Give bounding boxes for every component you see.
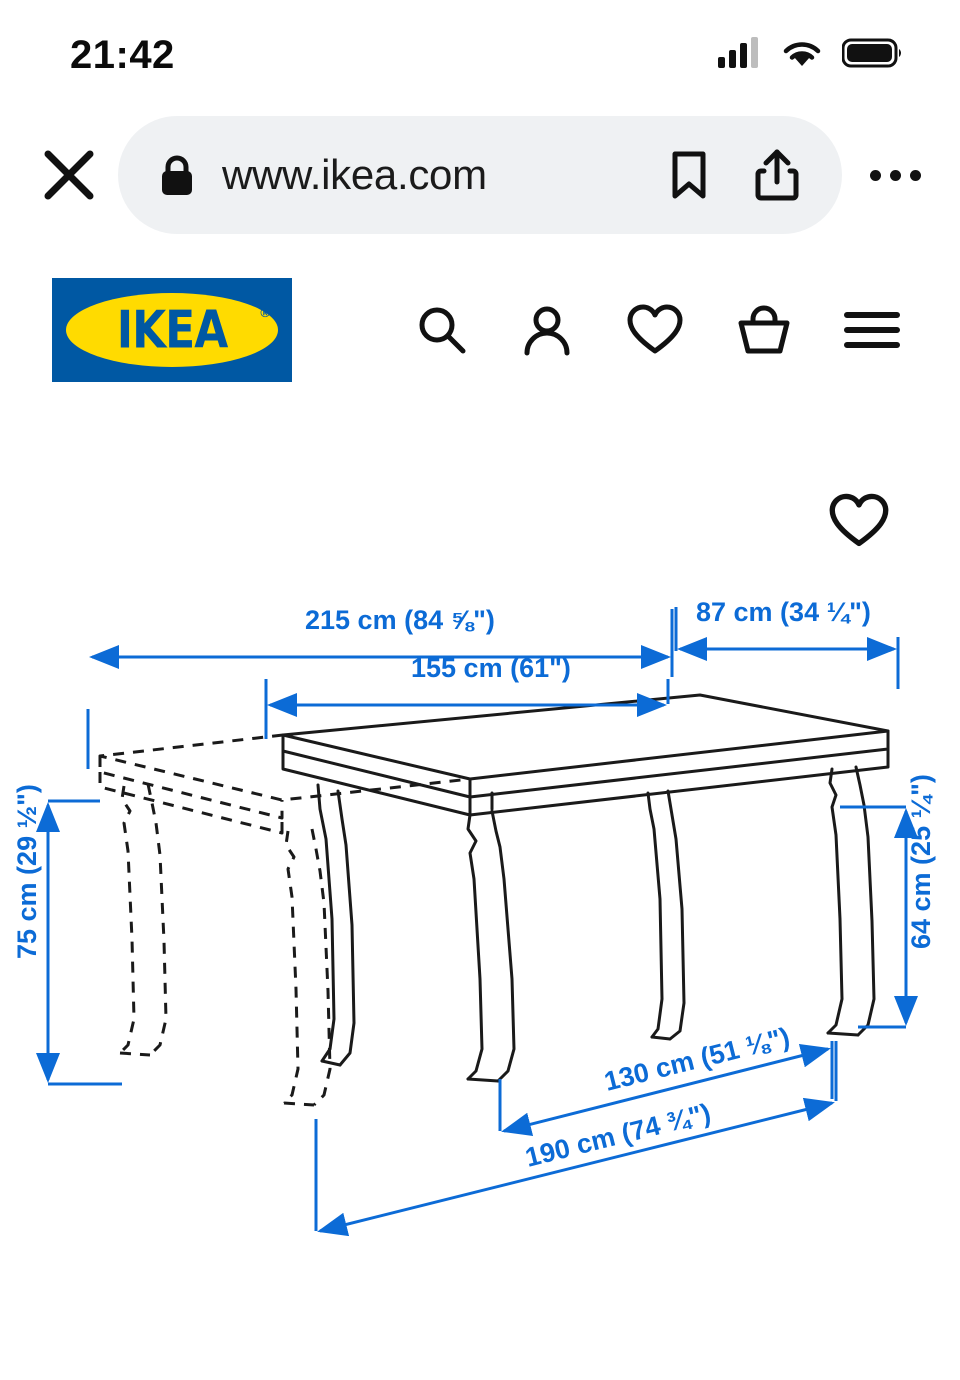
status-time: 21:42 [70, 32, 175, 77]
label-height-under: 64 cm (25 ¼") [906, 774, 936, 949]
menu-hamburger-icon[interactable] [844, 308, 900, 352]
ikea-logo[interactable] [52, 278, 292, 382]
label-leg-span-long: 190 cm (74 ¾") [522, 1097, 714, 1173]
ikea-logo-text: IKEA [116, 299, 228, 361]
battery-icon [842, 37, 904, 74]
product-image-area [0, 420, 960, 1279]
more-options-icon[interactable] [856, 136, 934, 214]
account-icon[interactable] [520, 303, 574, 357]
more-dot [890, 170, 901, 181]
cellular-signal-icon [718, 37, 762, 74]
header-actions [414, 302, 906, 358]
wishlist-heart-icon[interactable] [626, 303, 684, 357]
ikea-logo-registered: ® [260, 305, 270, 320]
status-indicators [718, 37, 904, 74]
close-icon[interactable] [30, 136, 108, 214]
label-leg-span-short: 130 cm (51 ⅛") [601, 1021, 793, 1097]
site-header [0, 240, 960, 420]
wifi-icon [780, 37, 824, 74]
address-bar[interactable] [118, 116, 842, 234]
heart-outline-icon[interactable] [828, 492, 890, 555]
label-length-extended: 215 cm (84 ⅝") [305, 605, 495, 635]
ikea-logo-oval [66, 293, 278, 367]
status-bar [0, 0, 960, 110]
bookmark-icon[interactable] [658, 150, 720, 200]
search-icon[interactable] [414, 303, 468, 357]
shopping-bag-icon[interactable] [736, 302, 792, 358]
more-dot [910, 170, 921, 181]
label-length-top: 155 cm (61") [411, 653, 571, 683]
lock-icon [158, 152, 196, 198]
label-height-total: 75 cm (29 ½") [12, 784, 42, 959]
favorite-row [0, 420, 960, 555]
label-width: 87 cm (34 ¼") [696, 597, 871, 627]
table-dimension-drawing [0, 579, 960, 1279]
more-dot [870, 170, 881, 181]
url-text: www.ikea.com [222, 151, 487, 198]
dimension-diagram [0, 579, 960, 1279]
browser-toolbar [0, 110, 960, 240]
share-icon[interactable] [746, 148, 808, 202]
